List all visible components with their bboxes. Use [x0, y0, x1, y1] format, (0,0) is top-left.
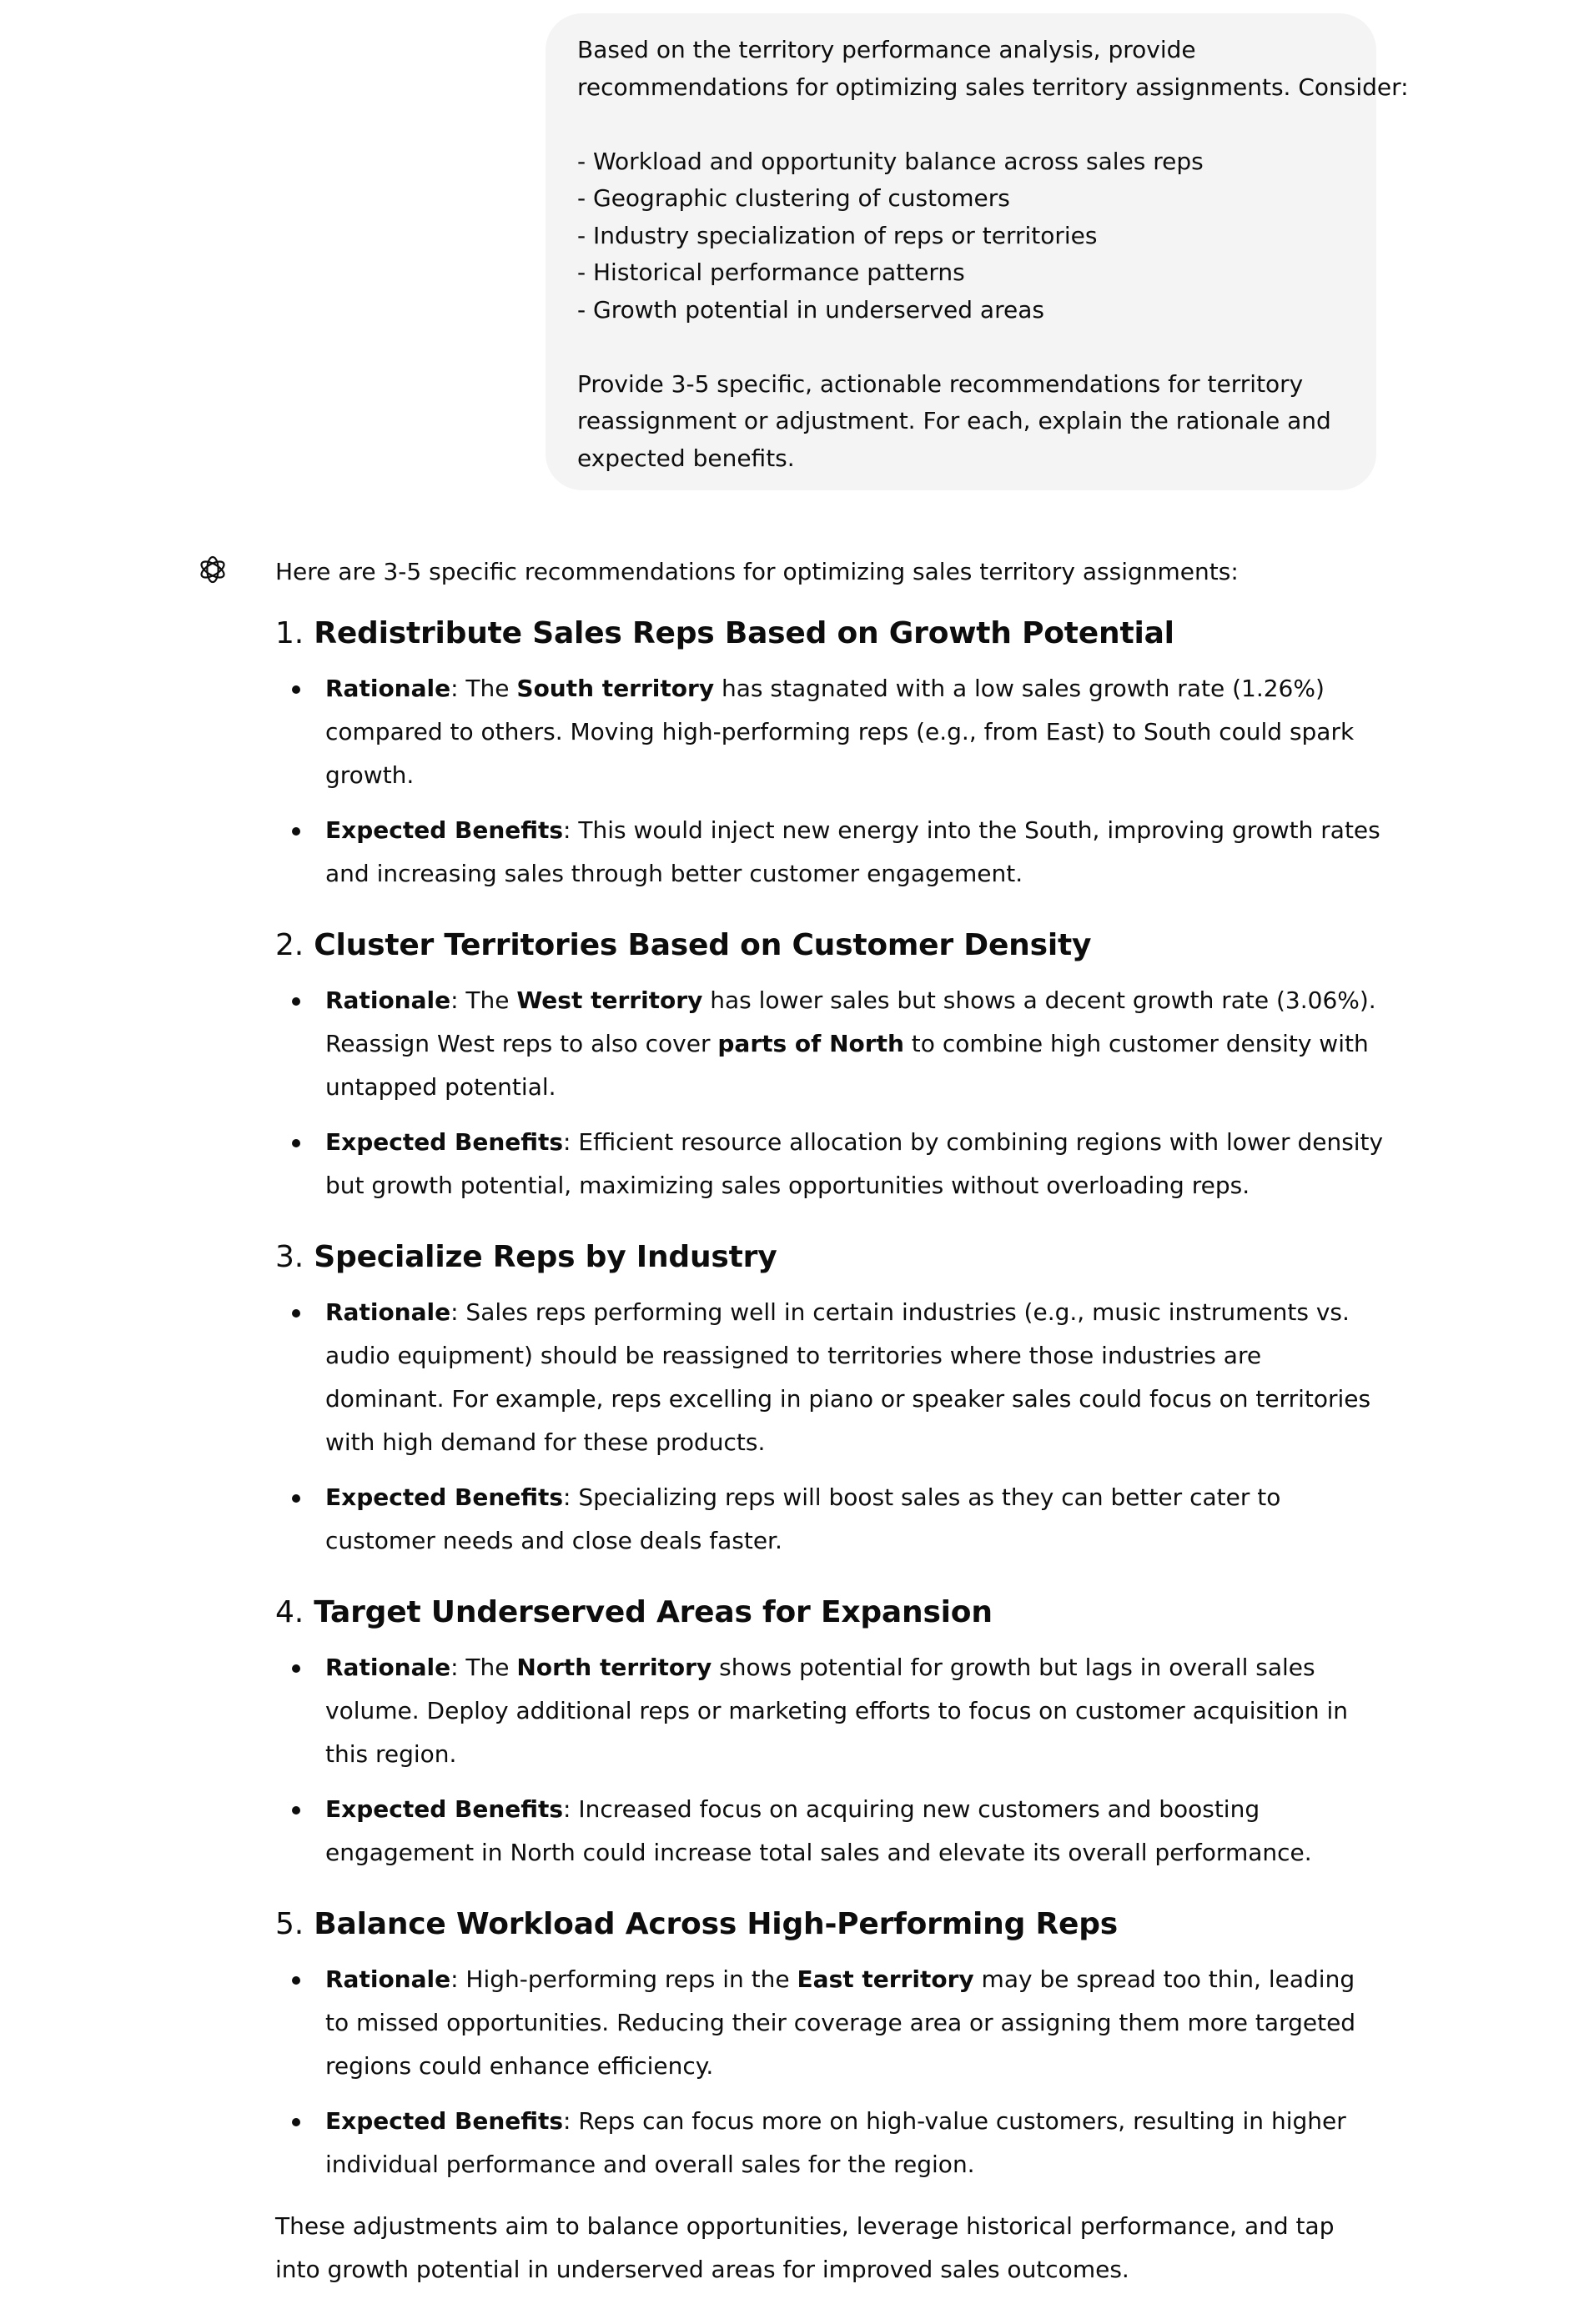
bullet-list	[275, 979, 1385, 1207]
bullet-item	[275, 1646, 1385, 1776]
bullet-label: Expected Benefits	[325, 2107, 564, 2135]
bold-segment: North territory	[516, 1654, 712, 1681]
section-number: 1.	[275, 616, 304, 650]
text-segment: : Specializing reps will boost sales as they can better cater to customer needs and close deals faster.	[325, 1483, 1281, 1554]
bullet-list	[275, 667, 1385, 896]
user-message-line: - Industry specialization of reps or territories	[577, 221, 1098, 249]
blank-line	[577, 329, 1345, 366]
section-title: Target Underserved Areas for Expansion	[314, 1595, 993, 1629]
text-segment: has stagnated with a low sales growth rate (1.26%) compared to others. Moving high-performing reps (e.g., from East) to South could spark growth.	[325, 675, 1355, 789]
bullet-item	[275, 1476, 1385, 1563]
text-segment: may be spread too thin, leading to missed opportunities. Reducing their coverage area or assigning them more targeted regions could enhance efficiency.	[325, 1965, 1356, 2080]
bold-segment: parts of North	[717, 1030, 904, 1057]
section-heading	[275, 1591, 1385, 1634]
text-segment: : The	[450, 1654, 517, 1681]
text-segment: : The	[450, 986, 517, 1014]
bullet-list	[275, 1958, 1385, 2186]
bullet-label: Rationale	[325, 1298, 451, 1326]
assistant-intro: Here are 3-5 specific recommendations for optimizing sales territory assignments:	[275, 558, 1239, 585]
blank-line	[577, 106, 1345, 143]
text-segment: to combine high customer density with untapped potential.	[325, 1030, 1369, 1101]
text-segment: : This would inject new energy into the South, improving growth rates and increasing sales through better customer engagement.	[325, 816, 1380, 887]
text-segment: : Efficient resource allocation by combining regions with lower density but growth potential, maximizing sales opportunities without overloading reps.	[325, 1128, 1384, 1199]
section-title: Redistribute Sales Reps Based on Growth Potential	[314, 616, 1174, 650]
section-heading	[275, 1236, 1385, 1279]
user-message-line: Based on the territory performance analysis, provide	[577, 36, 1196, 63]
recommendation-list	[275, 612, 1385, 2186]
recommendation-section	[275, 1236, 1385, 1563]
recommendation-section	[275, 924, 1385, 1207]
section-number: 5.	[275, 1907, 304, 1941]
bold-segment: West territory	[516, 986, 703, 1014]
section-heading	[275, 924, 1385, 967]
user-message-line: - Geographic clustering of customers	[577, 184, 1010, 212]
openai-logo-icon	[197, 554, 229, 585]
section-number: 2.	[275, 928, 304, 962]
bullet-label: Expected Benefits	[325, 816, 564, 844]
user-message-line: Provide 3-5 specific, actionable recommendations for territory	[577, 369, 1304, 398]
bullet-item	[275, 1121, 1385, 1207]
text-segment: : Sales reps performing well in certain industries (e.g., music instruments vs. audio equipment) should be reassigned to territories where those industries are dominant. For example, reps excelling in piano or speaker sales could focus on territories with high demand for these products.	[325, 1298, 1371, 1456]
bullet-item	[275, 2100, 1385, 2186]
section-title: Cluster Territories Based on Customer Density	[314, 928, 1092, 962]
recommendation-section	[275, 1903, 1385, 2186]
text-segment: : The	[450, 675, 517, 702]
bullet-list	[275, 1646, 1385, 1875]
section-number: 3.	[275, 1240, 304, 1274]
bullet-list	[275, 1291, 1385, 1563]
user-message-line: reassignment or adjustment. For each, explain the rationale and	[577, 407, 1331, 434]
bullet-item	[275, 1291, 1385, 1464]
bold-segment: South territory	[516, 675, 715, 702]
bullet-item	[275, 1788, 1385, 1875]
bullet-label: Rationale	[325, 1965, 451, 1993]
bullet-label: Rationale	[325, 1654, 451, 1681]
bullet-item	[275, 809, 1385, 896]
bullet-item	[275, 1958, 1385, 2088]
section-heading	[275, 612, 1385, 655]
text-segment: has lower sales but shows a decent growth rate (3.06%). Reassign West reps to also cover	[325, 986, 1376, 1057]
section-title: Balance Workload Across High-Performing Reps	[314, 1907, 1119, 1941]
bullet-item	[275, 979, 1385, 1109]
bullet-label: Expected Benefits	[325, 1128, 564, 1156]
user-message-line: - Workload and opportunity balance across sales reps	[577, 147, 1204, 175]
user-message-line: recommendations for optimizing sales territory assignments. Consider:	[577, 73, 1409, 101]
text-segment: : Increased focus on acquiring new customers and boosting engagement in North could increase total sales and elevate its overall performance.	[325, 1795, 1312, 1866]
recommendation-section	[275, 612, 1385, 896]
bullet-label: Rationale	[325, 675, 451, 702]
section-number: 4.	[275, 1595, 304, 1629]
text-segment: shows potential for growth but lags in overall sales volume. Deploy additional reps or marketing efforts to focus on customer acquisition in this region.	[325, 1654, 1348, 1768]
assistant-conclusion: These adjustments aim to balance opportunities, leverage historical performance, and tap into growth potential in underserved areas for improved sales outcomes.	[275, 2212, 1335, 2283]
bullet-label: Expected Benefits	[325, 1483, 564, 1511]
recommendation-section	[275, 1591, 1385, 1875]
bold-segment: East territory	[797, 1965, 974, 1993]
bullet-label: Rationale	[325, 986, 451, 1014]
user-message-bubble	[546, 13, 1409, 490]
assistant-message	[275, 550, 1385, 2291]
text-segment: : High-performing reps in the	[450, 1965, 797, 1993]
bullet-label: Expected Benefits	[325, 1795, 564, 1823]
section-heading	[275, 1903, 1385, 1946]
bullet-item	[275, 667, 1385, 797]
text-segment: : Reps can focus more on high-value customers, resulting in higher individual performance and overall sales for the region.	[325, 2107, 1346, 2178]
user-message-line: expected benefits.	[577, 444, 795, 472]
user-message-line: - Growth potential in underserved areas	[577, 295, 1044, 324]
user-message-line: - Historical performance patterns	[577, 259, 965, 286]
section-title: Specialize Reps by Industry	[314, 1240, 777, 1274]
